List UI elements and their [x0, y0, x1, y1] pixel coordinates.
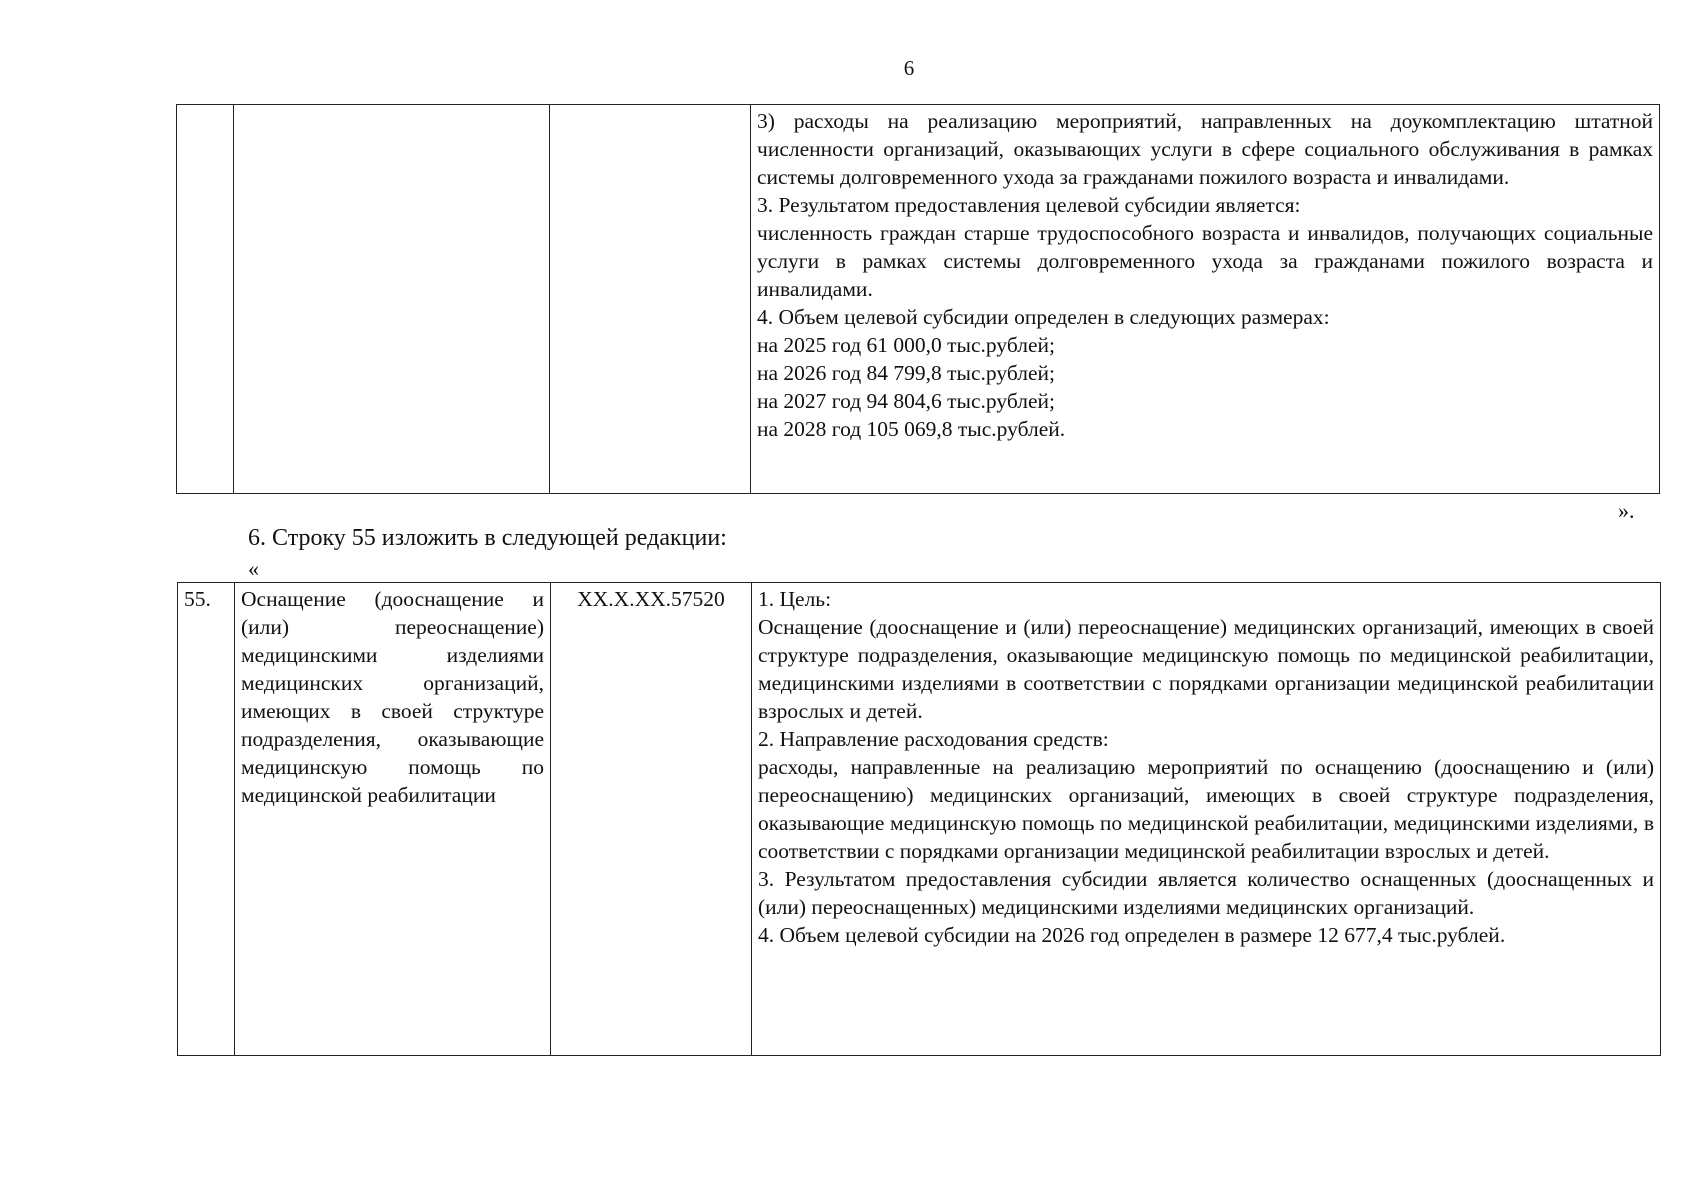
table-continuation [176, 104, 1660, 494]
table-row-55 [177, 582, 1661, 1056]
opening-quote: « [248, 556, 259, 581]
name-cell [234, 105, 550, 494]
paragraph: 3. Результатом предоставления субсидии является количество оснащенных (дооснащенных и (или) переоснащенных) медицинскими изделиями медицинских организаций. [758, 867, 1654, 919]
amount-line: на 2027 год 94 804,6 тыс.рублей; [757, 389, 1055, 413]
content-cell [752, 583, 1661, 1056]
amount-line: на 2026 год 84 799,8 тыс.рублей; [757, 361, 1055, 385]
instruction-text: 6. Строку 55 изложить в следующей редакции: [248, 525, 727, 551]
paragraph: 3) расходы на реализацию мероприятий, направленных на доукомплектацию штатной численности организаций, оказывающих услуги в сфере социального обслуживания в рамках системы долговременного ухода за гражданами пожилого возраста и инвалидами. [757, 109, 1653, 189]
paragraph: Оснащение (дооснащение и (или) переоснащение) медицинских организаций, имеющих в своей структуре подразделения, оказывающие медицинскую помощь по медицинской реабилитации, медицинскими изделиями в соответствии с порядками организации медицинской реабилитации взрослых и детей. [758, 615, 1654, 723]
name-cell: Оснащение (дооснащение и (или) переоснащение) медицинскими изделиями медицинских организаций, имеющих в своей структуре подразделения, оказывающие медицинскую помощь по медицинской реабилитации [235, 583, 551, 1056]
code-cell: ХХ.Х.ХХ.57520 [551, 583, 752, 1056]
paragraph: 4. Объем целевой субсидии определен в следующих размерах: [757, 305, 1330, 329]
amount-line: на 2025 год 61 000,0 тыс.рублей; [757, 333, 1055, 357]
paragraph: численность граждан старше трудоспособного возраста и инвалидов, получающих социальные услуги в рамках системы долговременного ухода за гражданами пожилого возраста и инвалидами. [757, 221, 1653, 301]
code-cell [550, 105, 751, 494]
table-row [178, 583, 1661, 1056]
paragraph: 4. Объем целевой субсидии на 2026 год определен в размере 12 677,4 тыс.рублей. [758, 923, 1506, 947]
row-number-cell [177, 105, 234, 494]
closing-quote: ». [1618, 498, 1635, 523]
paragraph: расходы, направленные на реализацию мероприятий по оснащению (дооснащению и (или) переоснащению) медицинских организаций, имеющих в своей структуре подразделения, оказывающие медицинскую помощь по медицинской реабилитации, медицинскими изделиями, в соответствии с порядками организации медицинской реабилитации взрослых и детей. [758, 755, 1654, 863]
paragraph: 1. Цель: [758, 587, 832, 611]
content-cell [751, 105, 1660, 494]
page-number: 6 [903, 56, 915, 80]
paragraph: 3. Результатом предоставления целевой субсидии является: [757, 193, 1301, 217]
amount-line: на 2028 год 105 069,8 тыс.рублей. [757, 417, 1066, 441]
table-row [177, 105, 1660, 494]
row-number-cell: 55. [178, 583, 235, 1056]
paragraph: 2. Направление расходования средств: [758, 727, 1109, 751]
